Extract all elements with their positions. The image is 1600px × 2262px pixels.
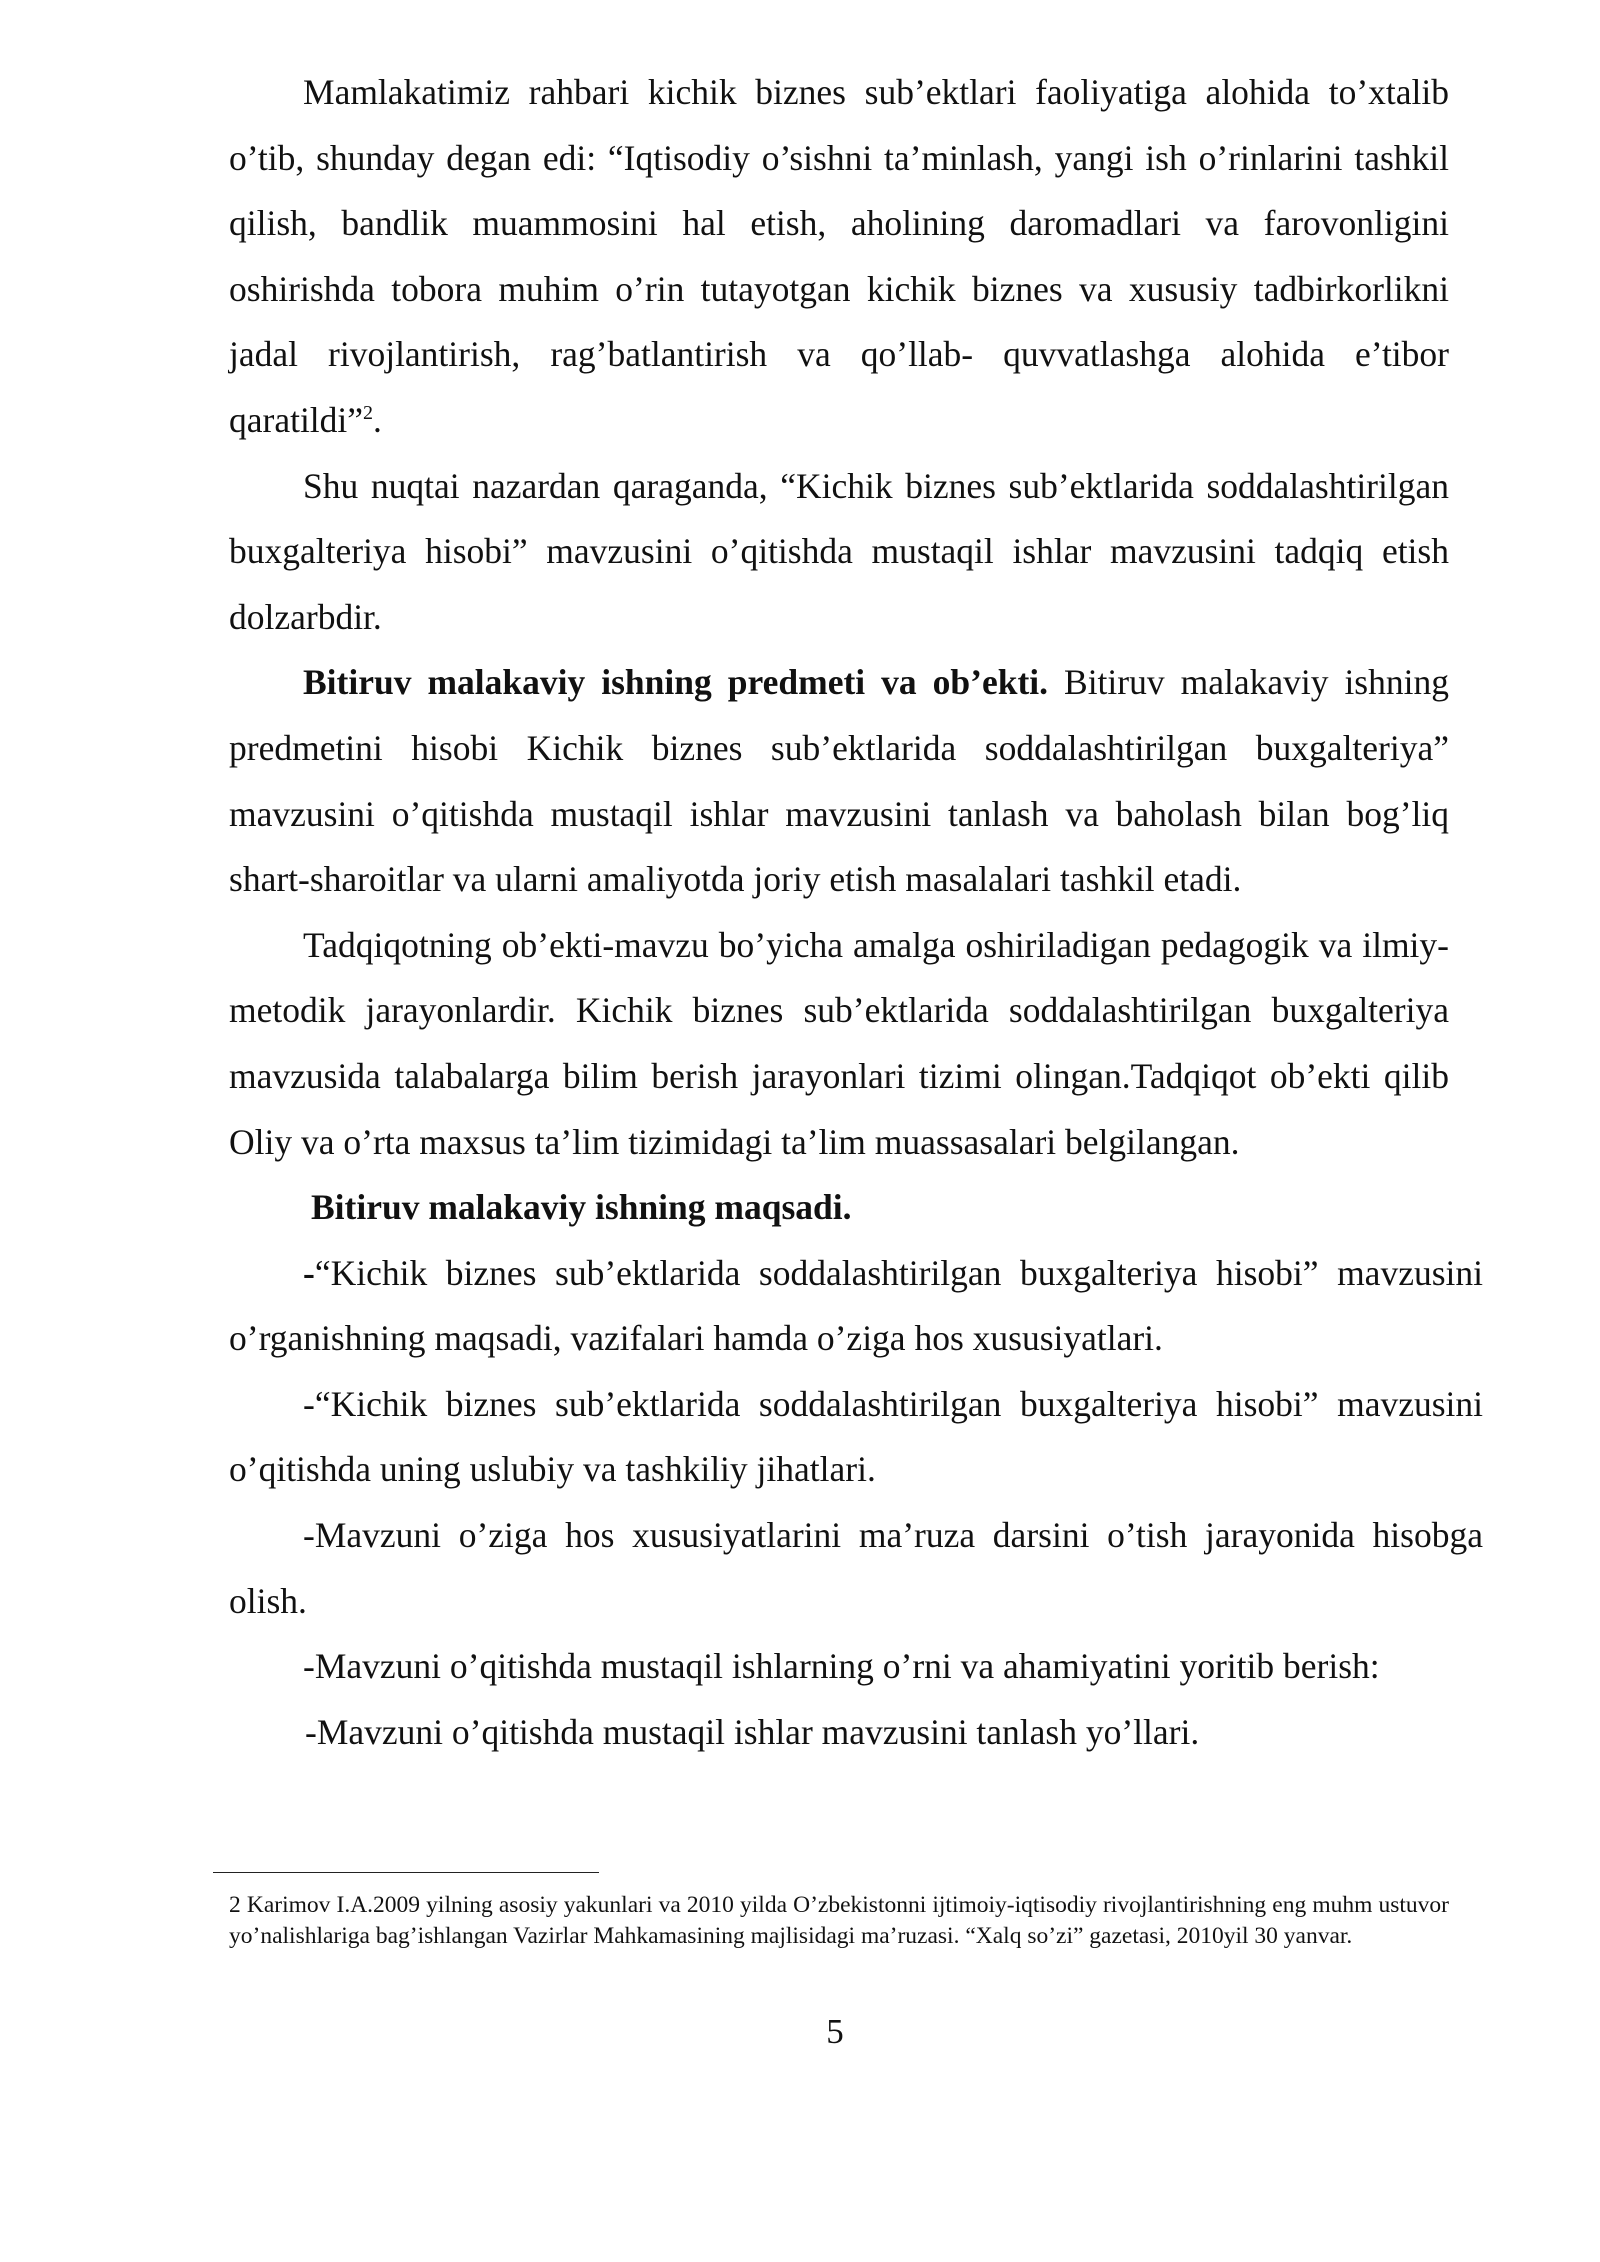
goal-heading [229, 1175, 1449, 1241]
goal-item-4 [229, 1634, 1483, 1700]
goal-item-3-text: -Mavzuni o’ziga hos xususiyatlarini ma’ruza darsini o’tish jarayonida hisobga olish. [229, 1515, 1483, 1621]
paragraph-relevance [229, 454, 1449, 651]
subject-object-text: Bitiruv malakaviy ishning predmetini hisobi Kichik biznes sub’ektlarida soddalashtirilgan buxgalteriya” mavzusini o’qitishda mustaqil ishlar mavzusini tanlash va baholash bilan bog’liq shart-sharoitlar va ularni amaliyotda joriy etish masalalari tashkil etadi. [229, 662, 1449, 900]
footnote: 2 Karimov I.A.2009 yilning asosiy yakunlari va 2010 yilda O’zbekistonni ijtimoiy-iqtisodiy rivojlantirishning eng muhm ustuvor yo’nalishlariga bag’ishlangan Vazirlar Mahkamasining majlisidagi ma’ruzasi. “Xalq so’zi” gazetasi, 2010yil 30 yanvar. [229, 1892, 1449, 1949]
quote-text: Mamlakatimiz rahbari kichik biznes sub’ektlari faoliyatiga alohida to’xtalib o’tib, shunday degan edi: “Iqtisodiy o’sishni ta’minlash, yangi ish o’rinlarini tashkil qilish, bandlik muammosini hal etish, aholining daromadlari va farovonligini oshirishda tobora muhim o’rin tutayotgan kichik biznes va xususiy tadbirkorlikni jadal rivojlantirish, rag’batlantirish va qo’llab- quvvatlashga alohida e’tibor qaratildi” [229, 72, 1449, 440]
quote-end: . [373, 399, 382, 440]
relevance-text: Shu nuqtai nazardan qaraganda, “Kichik biznes sub’ektlarida soddalashtirilgan buxgalteriya hisobi” mavzusini o’qitishda mustaqil ishlar mavzusini tadqiq etish dolzarbdir. [229, 465, 1449, 637]
subject-object-heading: Bitiruv malakaviy ishning predmeti va ob’ekti. [303, 662, 1049, 703]
paragraph-research-object [229, 913, 1449, 1175]
goal-item-1-dash: - [303, 1252, 315, 1293]
paragraph-president-quote [229, 60, 1449, 454]
main-text [229, 60, 1483, 1765]
goal-item-1-text: “Kichik biznes sub’ektlarida soddalashtirilgan buxgalteriya hisobi” mavzusini o’rganishning maqsadi, vazifalari hamda o’ziga hos xususiyatlari. [229, 1252, 1483, 1359]
goal-item-5 [229, 1700, 1449, 1766]
footnote-separator [213, 1872, 599, 1873]
goal-item-2-text: -“Kichik biznes sub’ektlarida soddalashtirilgan buxgalteriya hisobi” mavzusini o’qitishda uning uslubiy va tashkiliy jihatlari. [229, 1383, 1483, 1490]
paragraph-subject-object [229, 650, 1449, 912]
page-number: 5 [826, 2012, 844, 2051]
goal-item-5-text: -Mavzuni o’qitishda mustaqil ishlar mavzusini tanlash yo’llari. [305, 1711, 1200, 1752]
footnote-reference: 2 [363, 402, 374, 425]
goal-item-2 [229, 1372, 1483, 1503]
goal-item-3 [229, 1503, 1483, 1634]
goal-heading-text: Bitiruv malakaviy ishning maqsadi. [311, 1187, 852, 1228]
goal-item-4-text: -Mavzuni o’qitishda mustaqil ishlarning o’rni va ahamiyatini yoritib berish: [303, 1646, 1380, 1687]
goal-item-1 [229, 1241, 1483, 1372]
research-object-text: Tadqiqotning ob’ekti-mavzu bo’yicha amalga oshiriladigan pedagogik va ilmiy-metodik jarayonlardir. Kichik biznes sub’ektlarida soddalashtirilgan buxgalteriya mavzusida talabalarga bilim berish jarayonlari tizimi olingan.Tadqiqot ob’ekti qilib Oliy va o’rta maxsus ta’lim tizimidagi ta’lim muassasalari belgilangan. [229, 924, 1449, 1162]
